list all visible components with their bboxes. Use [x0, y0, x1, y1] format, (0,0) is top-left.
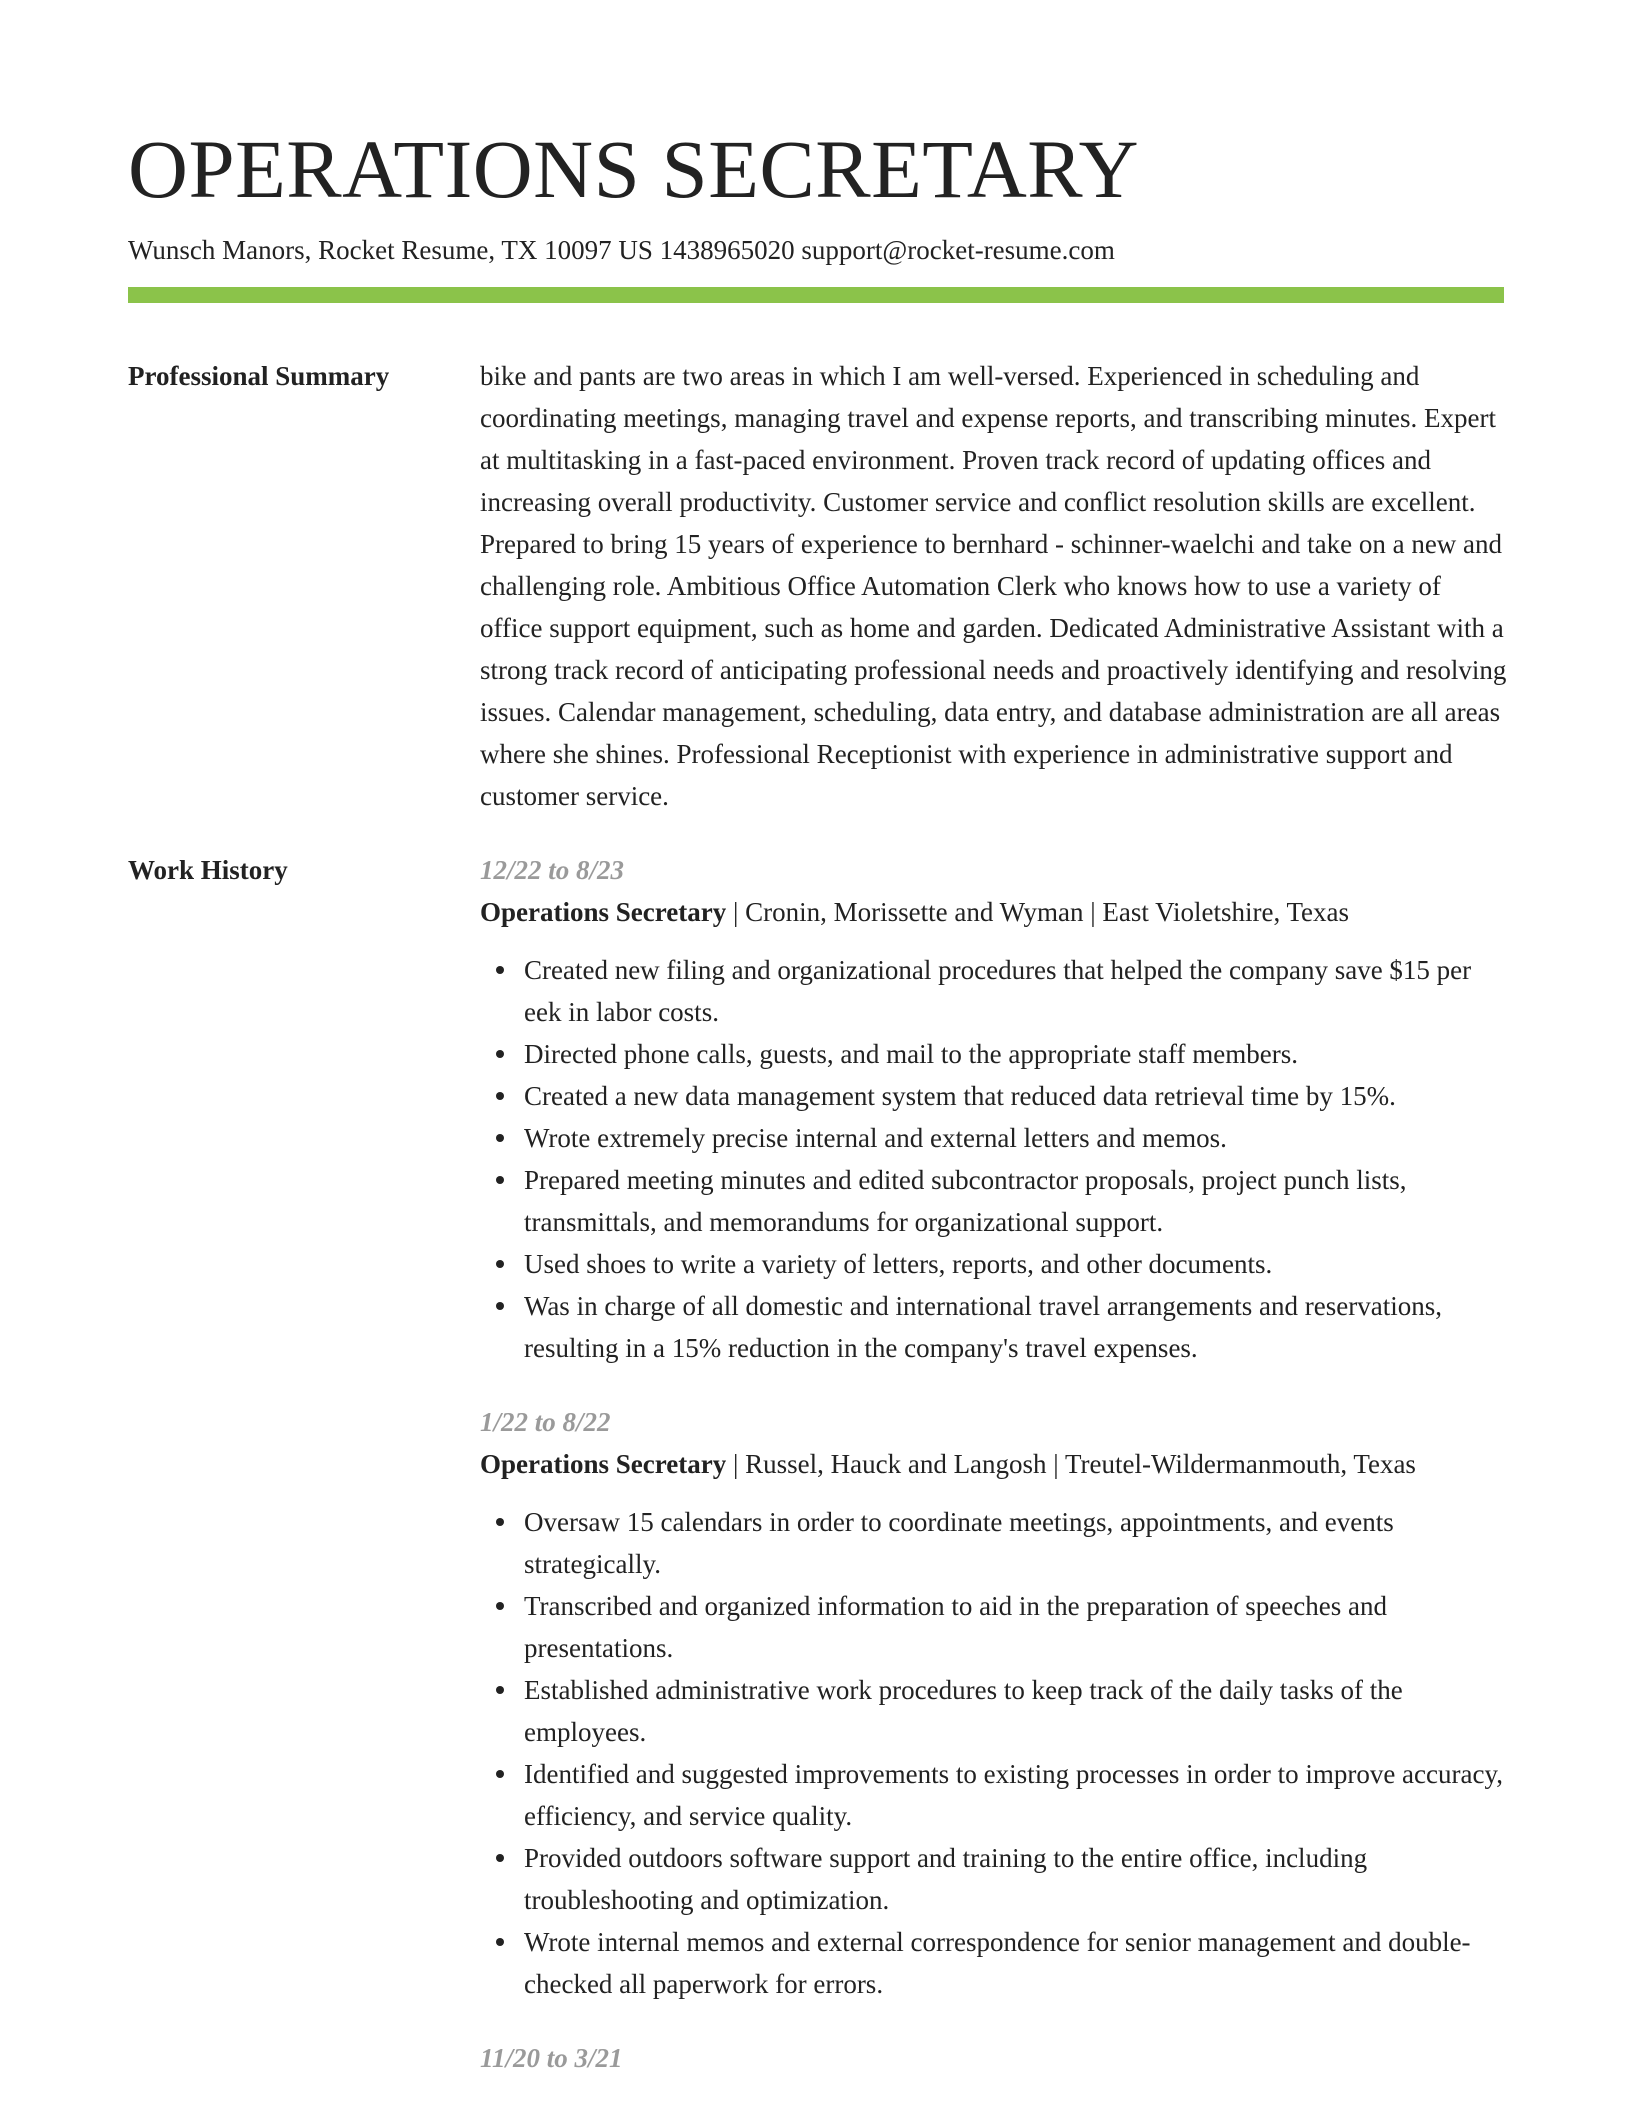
professional-summary-section [128, 355, 1507, 817]
job-title-line [480, 1443, 1510, 1485]
list-item: Transcribed and organized information to aid in the preparation of speeches and presentations. [480, 1585, 1510, 1669]
job-title-line [480, 891, 1510, 933]
resume-title: OPERATIONS SECRETARY [128, 123, 1140, 215]
list-item: Established administrative work procedures to keep track of the daily tasks of the employees. [480, 1669, 1510, 1753]
list-item: Oversaw 15 calendars in order to coordinate meetings, appointments, and events strategically. [480, 1501, 1510, 1585]
list-item: Provided outdoors software support and training to the entire office, including troubleshooting and optimization. [480, 1837, 1510, 1921]
list-item: Identified and suggested improvements to existing processes in order to improve accuracy, efficiency, and service quality. [480, 1753, 1510, 1837]
list-item: Was in charge of all domestic and international travel arrangements and reservations, resulting in a 15% reduction in the company's travel expenses. [480, 1285, 1510, 1369]
summary-text: bike and pants are two areas in which I am well-versed. Experienced in scheduling and coordinating meetings, managing travel and expense reports, and transcribing minutes. Expert at multitasking in a fast-paced environment. Proven track record of updating offices and increasing overall productivity. Customer service and conflict resolution skills are excellent. Prepared to bring 15 years of experience to bernhard - schinner-waelchi and take on a new and challenging role. Ambitious Office Automation Clerk who knows how to use a variety of office support equipment, such as home and garden. Dedicated Administrative Assistant with a strong track record of anticipating professional needs and proactively identifying and resolving issues. Calendar management, scheduling, data entry, and database administration are all areas where she shines. Professional Receptionist with experience in administrative support and customer service. [480, 361, 1507, 811]
list-item: Directed phone calls, guests, and mail to the appropriate staff members. [480, 1033, 1510, 1075]
job-title: Operations Secretary [480, 1449, 727, 1479]
job-bullet-list [480, 1501, 1510, 2005]
job-employer-location: | Cronin, Morissette and Wyman | East Violetshire, Texas [726, 897, 1350, 927]
summary-body [480, 355, 1510, 817]
header-divider [128, 287, 1504, 303]
list-item: Used shoes to write a variety of letters, reports, and other documents. [480, 1243, 1510, 1285]
job-dates: 12/22 to 8/23 [480, 855, 625, 885]
job-title: Operations Secretary [480, 897, 727, 927]
section-label-professional-summary: Professional Summary [128, 361, 390, 391]
job-entry [480, 2037, 1510, 2079]
job-dates: 11/20 to 3/21 [480, 2043, 623, 2073]
job-entry [480, 849, 1510, 1369]
list-item: Wrote internal memos and external correspondence for senior management and double-checked all paperwork for errors. [480, 1921, 1510, 2005]
work-history-body [480, 849, 1510, 2079]
list-item: Wrote extremely precise internal and external letters and memos. [480, 1117, 1510, 1159]
resume-page [128, 120, 1507, 2079]
section-label-work-history: Work History [128, 855, 288, 885]
list-item: Created a new data management system that reduced data retrieval time by 15%. [480, 1075, 1510, 1117]
contact-info: Wunsch Manors, Rocket Resume, TX 10097 US 1438965020 support@rocket-resume.com [128, 235, 1115, 265]
job-dates: 1/22 to 8/22 [480, 1407, 611, 1437]
list-item: Prepared meeting minutes and edited subcontractor proposals, project punch lists, transmittals, and memorandums for organizational support. [480, 1159, 1510, 1243]
work-history-section [128, 849, 1504, 2079]
job-entry [480, 1401, 1510, 2005]
job-employer-location: | Russel, Hauck and Langosh | Treutel-Wildermanmouth, Texas [726, 1449, 1416, 1479]
list-item: Created new filing and organizational procedures that helped the company save $15 per eek in labor costs. [480, 949, 1510, 1033]
job-bullet-list [480, 949, 1510, 1369]
